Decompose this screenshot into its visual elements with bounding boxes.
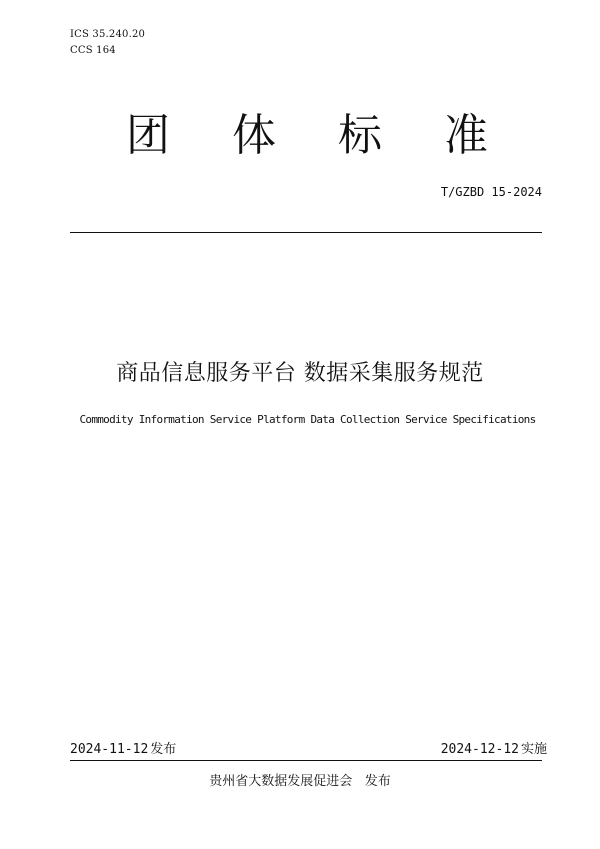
title-char-4: 准 bbox=[444, 110, 488, 161]
ics-code: ICS 35.240.20 bbox=[70, 29, 146, 40]
publisher-line: 贵州省大数据发展促进会 发布 bbox=[209, 774, 391, 789]
title-char-2: 体 bbox=[232, 110, 276, 161]
document-title-english: Commodity Information Service Platform Data Collection Service Specifications bbox=[79, 413, 536, 426]
implementation-date-label: 实施 bbox=[520, 742, 547, 757]
standard-number: T/GZBD 15-2024 bbox=[440, 185, 542, 199]
issue-date-value: 2024-11-12 bbox=[70, 742, 149, 757]
header-divider bbox=[70, 232, 542, 233]
implementation-date bbox=[441, 738, 547, 757]
issue-date-label: 发布 bbox=[150, 742, 177, 757]
footer-divider bbox=[70, 760, 542, 761]
title-char-1: 团 bbox=[126, 110, 170, 161]
document-title-chinese: 商品信息服务平台 数据采集服务规范 bbox=[116, 361, 484, 386]
group-standard-title bbox=[70, 108, 542, 164]
title-char-3: 标 bbox=[338, 110, 382, 161]
ccs-code: CCS 164 bbox=[70, 45, 116, 56]
implementation-date-value: 2024-12-12 bbox=[440, 742, 519, 757]
issue-date bbox=[70, 738, 176, 757]
date-row bbox=[70, 738, 547, 758]
